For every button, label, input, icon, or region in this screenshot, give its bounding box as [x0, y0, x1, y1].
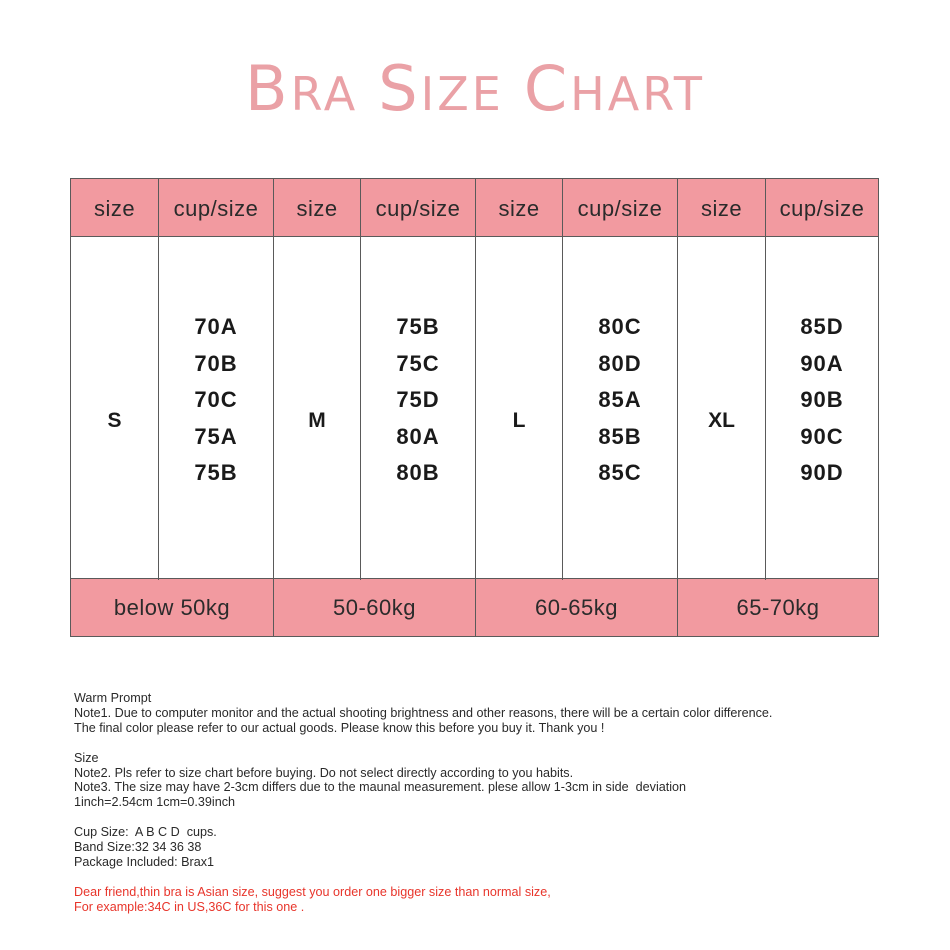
cup-size-value: 75D	[396, 387, 440, 413]
header-size-4: size	[700, 196, 743, 221]
cup-list-s	[159, 309, 273, 492]
title-word-2: SIZE	[378, 52, 504, 125]
column-divider	[765, 179, 766, 580]
cup-list-l	[563, 309, 677, 492]
size-heading: Size	[74, 750, 99, 765]
size-label-xl: XL	[708, 409, 735, 432]
page-title	[0, 52, 950, 125]
cup-size-value: 75A	[194, 423, 238, 449]
cup-size-value: 75B	[396, 314, 440, 339]
notes-section	[74, 691, 904, 915]
group-divider	[677, 179, 678, 636]
header-size-2: size	[296, 196, 338, 221]
cup-size-info: Cup Size: A B C D cups.	[74, 825, 217, 840]
cup-size-value: 80A	[396, 423, 440, 449]
spacer	[74, 810, 904, 825]
header-size-3: size	[498, 196, 540, 221]
header-cup-size-4: cup/size	[779, 196, 865, 221]
spacer	[74, 870, 904, 885]
size-chart-table	[70, 178, 879, 637]
weight-l: 60-65kg	[534, 595, 618, 620]
cup-size-value: 80C	[598, 314, 642, 339]
note-3: Note3. The size may have 2-3cm differs due to the maunal measurement. plese allow 1-3cm in side deviation	[74, 780, 687, 795]
cup-size-value: 70B	[194, 350, 238, 376]
header-cup-size-1: cup/size	[173, 196, 259, 221]
note-1: Note1. Due to computer monitor and the actual shooting brightness and other reasons, there will be a certain color difference.	[74, 705, 773, 720]
cup-size-value: 90C	[800, 423, 844, 449]
column-divider	[158, 179, 159, 580]
cup-size-value: 70A	[194, 314, 238, 339]
cup-list-m	[361, 309, 475, 492]
cup-size-value: 80B	[396, 460, 440, 486]
size-label-m: M	[308, 409, 326, 432]
warm-prompt-heading: Warm Prompt	[74, 691, 152, 705]
cup-size-value: 85A	[598, 387, 642, 413]
header-cup-size-3: cup/size	[577, 196, 663, 221]
cup-size-value: 70C	[194, 387, 238, 413]
cup-size-value: 85B	[598, 423, 642, 449]
header-size-1: size	[93, 196, 136, 221]
column-divider	[360, 179, 361, 580]
package-info: Package Included: Brax1	[74, 854, 215, 869]
sizing-example: For example:34C in US,36C for this one .	[74, 899, 305, 914]
cup-size-value: 85C	[598, 460, 642, 486]
cup-size-value: 75C	[396, 350, 440, 376]
size-label-l: L	[512, 409, 526, 432]
title-word-1: BRA	[245, 52, 359, 125]
cup-size-value: 90D	[800, 460, 844, 486]
spacer	[74, 736, 904, 751]
unit-conversion: 1inch=2.54cm 1cm=0.39inch	[74, 795, 236, 810]
weight-m: 50-60kg	[332, 595, 416, 620]
cup-size-value: 80D	[598, 350, 642, 376]
weight-xl: 65-70kg	[736, 595, 820, 620]
cup-list-xl	[766, 309, 878, 492]
cup-size-value: 90A	[800, 350, 844, 376]
size-label-s: S	[107, 409, 122, 432]
group-divider	[273, 179, 274, 636]
header-cup-size-2: cup/size	[375, 196, 461, 221]
column-divider	[562, 179, 563, 580]
note-2: Note2. Pls refer to size chart before buying. Do not select directly according to you habits.	[74, 765, 574, 780]
cup-size-value: 75B	[194, 460, 238, 486]
band-size-info: Band Size:32 34 36 38	[74, 840, 202, 855]
weight-s: below 50kg	[113, 595, 231, 620]
cup-size-value: 85D	[800, 314, 844, 339]
title-word-3: CHART	[523, 52, 705, 125]
cup-size-value: 90B	[800, 387, 844, 413]
note-1-continued: The final color please refer to our actual goods. Please know this before you buy it. Thank you !	[74, 720, 605, 735]
group-divider	[475, 179, 476, 636]
sizing-advice: Dear friend,thin bra is Asian size, suggest you order one bigger size than normal size,	[74, 884, 551, 899]
